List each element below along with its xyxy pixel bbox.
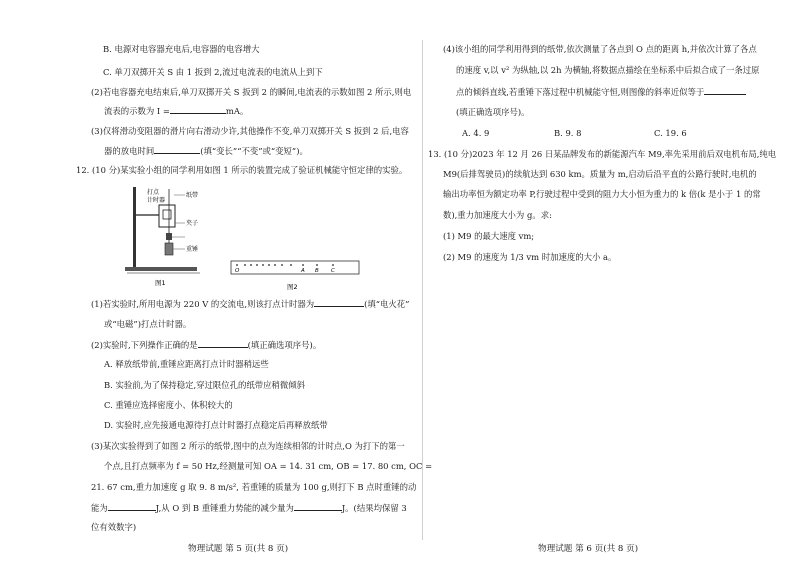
left-line-1: C. 单刀双掷开关 S 由 1 扳到 2,流过电流表的电流从上到下 [103,67,323,77]
left-line-9: (2)实验时,下列操作正确的是 (填正确选项序号)。 [91,340,322,350]
answer-blank[interactable] [704,86,746,95]
tape-dot [290,264,292,266]
tape-dot [302,264,304,266]
right-line-9: 输出功率恒为额定功率 P,行驶过程中受到的阻力大小恒为重力的 k 倍(k 是小于 1 的常 [443,189,761,199]
tape-dot [281,264,283,266]
right-line-2: 点的倾斜直线,若重锤下落过程中机械能守恒,则图像的斜率近似等于 [456,86,746,98]
fig1-label-3: 夹子 [186,220,199,227]
answer-blank[interactable] [170,105,226,114]
answer-blank[interactable] [198,339,248,348]
right-line-5: B. 9. 8 [554,128,582,138]
left-line-2: (2)若电容器充电结束后,单刀双掷开关 S 扳到 2 的瞬间,电流表的示数如图 2 所示,则电 [91,87,412,97]
left-line-14: (3)某次实验得到了如图 2 所示的纸带,图中的点为连续相邻的计时点,O 为打下的第一 [91,441,405,451]
left-line-12: C. 重锤应选择密度小、体积较大的 [104,400,233,410]
tape-dot [250,264,252,266]
right-line-1: 的速度 v,以 v² 为纵轴,以 2h 为横轴,将数据点描绘在坐标系中后拟合成了一条过原 [456,65,760,75]
figure-1-apparatus [125,183,215,288]
right-line-12: (2) M9 的速度为 1/3 vm 时加速度的大小 a。 [443,252,617,262]
left-line-11: B. 实验前,为了保持稳定,穿过限位孔的纸带应稍微倾斜 [104,380,306,390]
tape-dot [262,264,264,266]
fig1-label-1: 计时器 [147,197,166,204]
fig1-caption: 图1 [155,279,166,287]
left-line-0: B. 电源对电容器充电后,电容器的电容增大 [103,44,260,54]
answer-blank[interactable] [294,502,342,511]
left-line-5: 器的放电时间 (填“变长”“不变”或“变短”)。 [104,146,308,156]
left-line-17: 能为 J,从 O 到 B 重锤重力势能的减少量为 J。(结果均保留 3 [91,503,407,513]
left-line-3: 流表的示数为 I = mA。 [104,106,249,116]
left-line-7: (1)若实验时,所用电源为 220 V 的交流电,则该打点计时器为 (填“电火花” [91,299,410,309]
right-line-11: (1) M9 的最大速度 vm; [443,231,535,241]
tape-dot [274,264,276,266]
left-line-6: 12. (10 分)某实验小组的同学利用如图 1 所示的装置完成了验证机械能守恒定律的实验。 [76,165,408,175]
tape-dot [244,264,246,266]
figure-2-paper-tape [225,255,365,293]
fig2-caption: 图2 [287,283,298,291]
left-line-10: A. 释放纸带前,重锤应距离打点计时器稍远些 [104,359,269,369]
right-line-10: 数),重力加速度大小为 g。求: [443,210,552,220]
answer-blank[interactable] [314,298,364,307]
tape-point-label-B: B [315,268,319,274]
tape-dot [236,264,238,266]
tape-dot [256,264,258,266]
answer-blank[interactable] [108,502,156,511]
answer-blank[interactable] [154,145,200,154]
left-line-13: D. 实验时,应先接通电源待打点计时器打点稳定后再释放纸带 [104,420,328,430]
fig1-label-0: 打点 [147,189,160,196]
left-line-8: 或“电磁”)打点计时器。 [104,319,192,329]
left-line-4: (3)仅将滑动变阻器的滑片向右滑动少许,其他操作不变,单刀双掷开关 S 扳到 2 后,电容 [91,126,409,136]
tape-dot [316,264,318,266]
tape-point-label-C: C [331,268,335,274]
tape-dot [332,264,334,266]
right-line-8: M9(后排驾驶员)的续航达到 630 km。质量为 m,启动后沿平直的公路行驶时,电机的 [443,169,757,179]
fig1-label-4: 重锤 [186,246,199,253]
tape-point-label-A: A [301,268,305,274]
left-line-16: 21. 67 cm,重力加速度 g 取 9. 8 m/s², 若重锤的质量为 100 g,则打下 B 点时重锤的动 [91,482,417,492]
right-line-4: A. 4. 9 [462,128,490,138]
fig1-label-2: 纸带 [186,192,199,199]
right-line-0: (4)该小组的同学利用得到的纸带,依次测量了各点到 O 点的距离 h,并依次计算了各点 [443,44,757,54]
tape-dot [268,264,270,266]
right-footer: 物理试题 第 6 页(共 8 页) [538,544,639,554]
tape-point-label-O: O [235,268,240,274]
left-line-15: 个点,且打点频率为 f = 50 Hz,经测量可知 OA = 14. 31 cm, OB = 17. 80 cm, OC = [104,461,433,471]
right-line-6: C. 19. 6 [654,128,687,138]
right-line-7: 13. (10 分)2023 年 12 月 26 日某品牌发布的新能源汽车 M9,率先采用前后双电机布局,纯电 [428,149,777,159]
right-line-3: (填正确选项序号)。 [456,107,530,117]
left-line-18: 位有效数字) [91,522,137,532]
left-footer: 物理试题 第 5 页(共 8 页) [188,544,289,554]
